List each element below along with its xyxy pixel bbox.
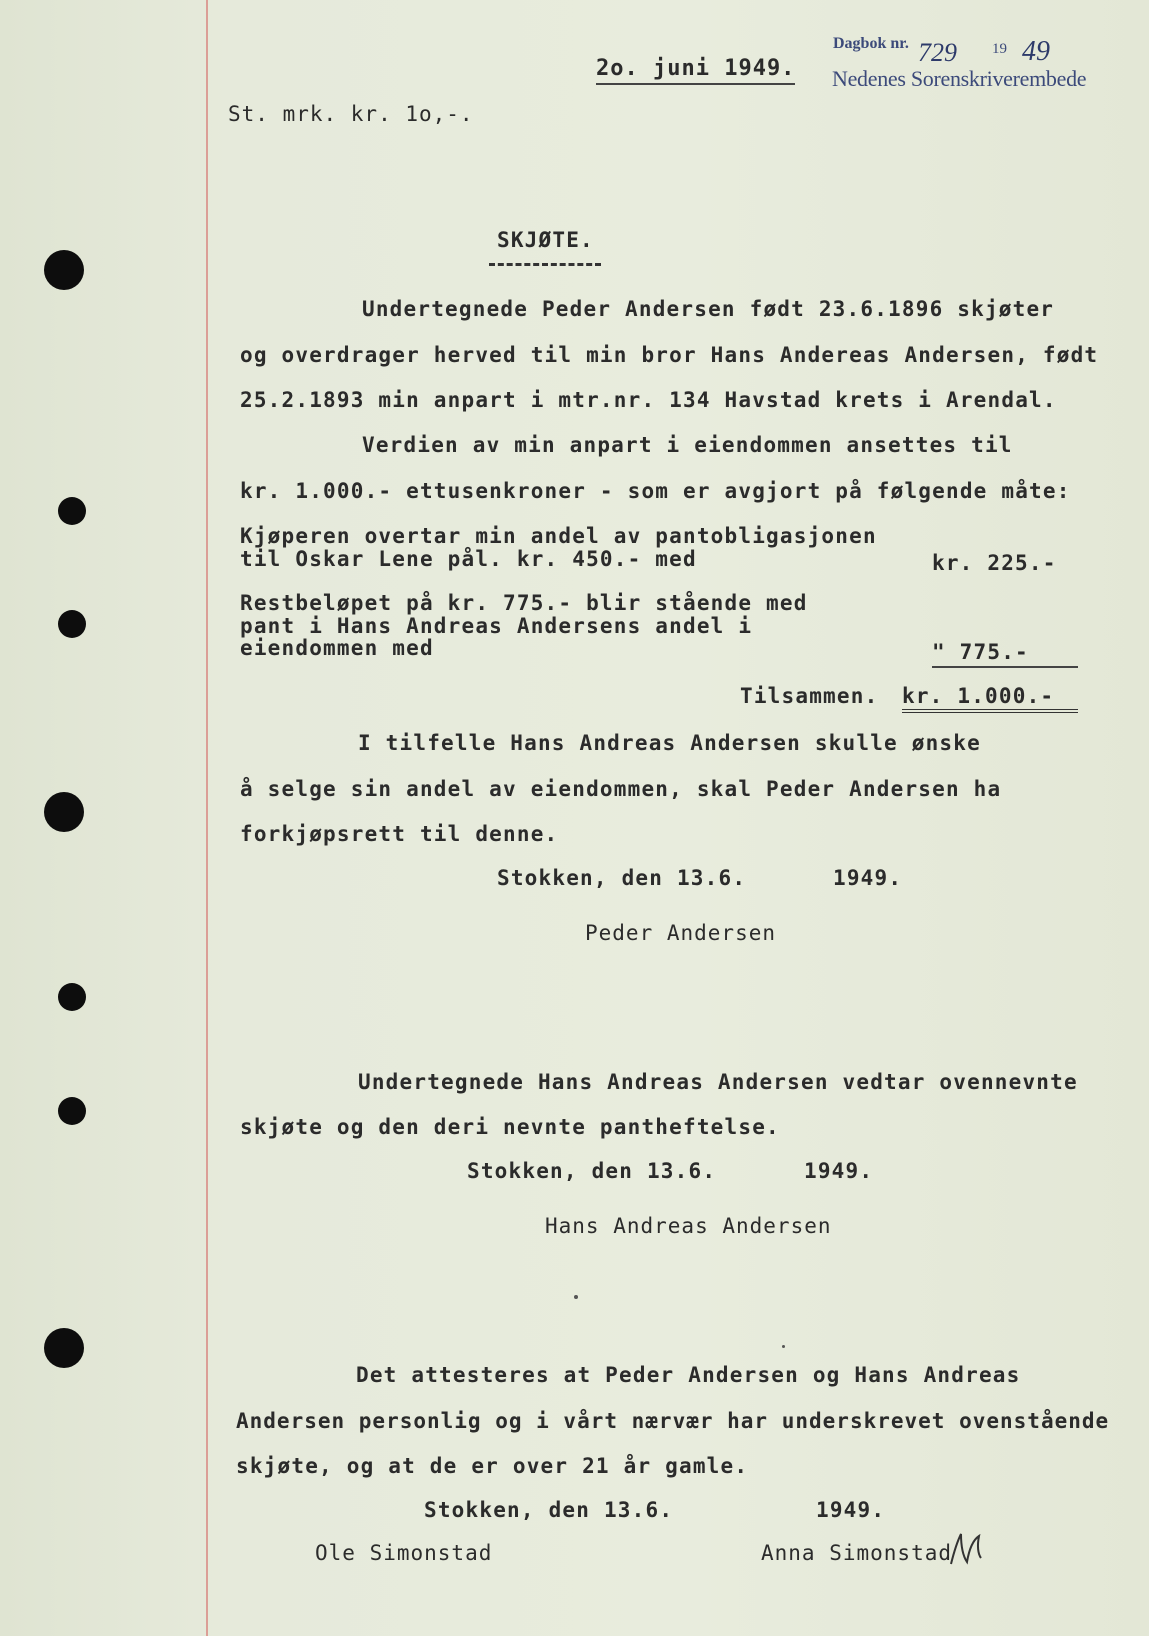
deed-title: SKJØTE. [497,228,594,252]
paragraph-line: Undertegnede Peder Andersen født 23.6.1896 skjøter [362,297,1055,321]
stamp-label: Dagbok nr. [833,35,909,52]
punch-hole [44,250,84,290]
paragraph-line: 25.2.1893 min anpart i mtr.nr. 134 Havstad krets i Arendal. [240,388,1057,412]
settlement-line: Restbeløpet på kr. 775.- blir stående med [240,591,808,615]
stamp-year-suffix: 49 [1022,36,1050,67]
attestation-year: 1949. [816,1498,886,1522]
clause-line: forkjøpsrett til denne. [240,822,559,846]
margin-rule [206,0,208,1636]
handwritten-initials [945,1528,991,1570]
stamp-duty: St. mrk. kr. 1o,-. [228,102,474,126]
punch-hole [58,1097,86,1125]
title-underline [489,263,601,266]
punch-hole [58,610,86,638]
acceptance-line: Undertegnede Hans Andreas Andersen vedtar ovennevnte [358,1070,1078,1094]
signing-place-date: Stokken, den 13.6. [497,866,747,890]
settlement-amount: kr. 225.- [932,551,1057,575]
attestation-line: skjøte, og at de er over 21 år gamle. [236,1454,749,1478]
paragraph-line: kr. 1.000.- ettusenkroner - som er avgjort på følgende måte: [240,479,1071,503]
ink-speck [574,1295,578,1299]
acceptance-line: skjøte og den deri nevnte pantheftelse. [240,1115,780,1139]
ink-speck [782,1345,785,1348]
stamp-number: 729 [918,38,957,67]
signing-place-date: Stokken, den 13.6. [467,1159,717,1183]
total-label: Tilsammen. [740,684,879,708]
document-date: 2o. juni 1949. [596,58,795,85]
punch-hole [44,792,84,832]
settlement-amount: " 775.- [932,642,1078,668]
punch-hole [58,497,86,525]
attestation-line: Andersen personlig og i vårt nærvær har underskrevet ovenstående [236,1409,1110,1433]
settlement-line: pant i Hans Andreas Andersens andel i [240,614,753,638]
witness-name: Anna Simonstad [761,1541,953,1565]
witness-name: Ole Simonstad [315,1541,493,1565]
clause-line: å selge sin andel av eiendommen, skal Peder Andersen ha [240,777,1002,801]
signer-name: Hans Andreas Andersen [545,1214,832,1238]
signing-year: 1949. [804,1159,874,1183]
signer-name: Peder Andersen [585,921,777,945]
settlement-line: Kjøperen overtar min andel av pantobligasjonen [240,524,877,548]
settlement-line: eiendommen med [240,636,434,660]
punch-hole [44,1328,84,1368]
attestation-place-date: Stokken, den 13.6. [424,1498,674,1522]
total-amount: kr. 1.000.- [902,686,1078,713]
stamp-office: Nedenes Sorenskriverembede [832,66,1087,91]
paragraph-line: og overdrager herved til min bror Hans Andereas Andersen, født [240,343,1099,367]
attestation-line: Det attesteres at Peder Andersen og Hans Andreas [356,1363,1021,1387]
signing-year: 1949. [833,866,903,890]
paragraph-line: Verdien av min anpart i eiendommen ansettes til [362,433,1013,457]
punch-hole [58,983,86,1011]
settlement-line: til Oskar Lene pål. kr. 450.- med [240,547,697,571]
stamp-year-prefix: 19 [992,41,1007,57]
clause-line: I tilfelle Hans Andreas Andersen skulle ønske [358,731,981,755]
